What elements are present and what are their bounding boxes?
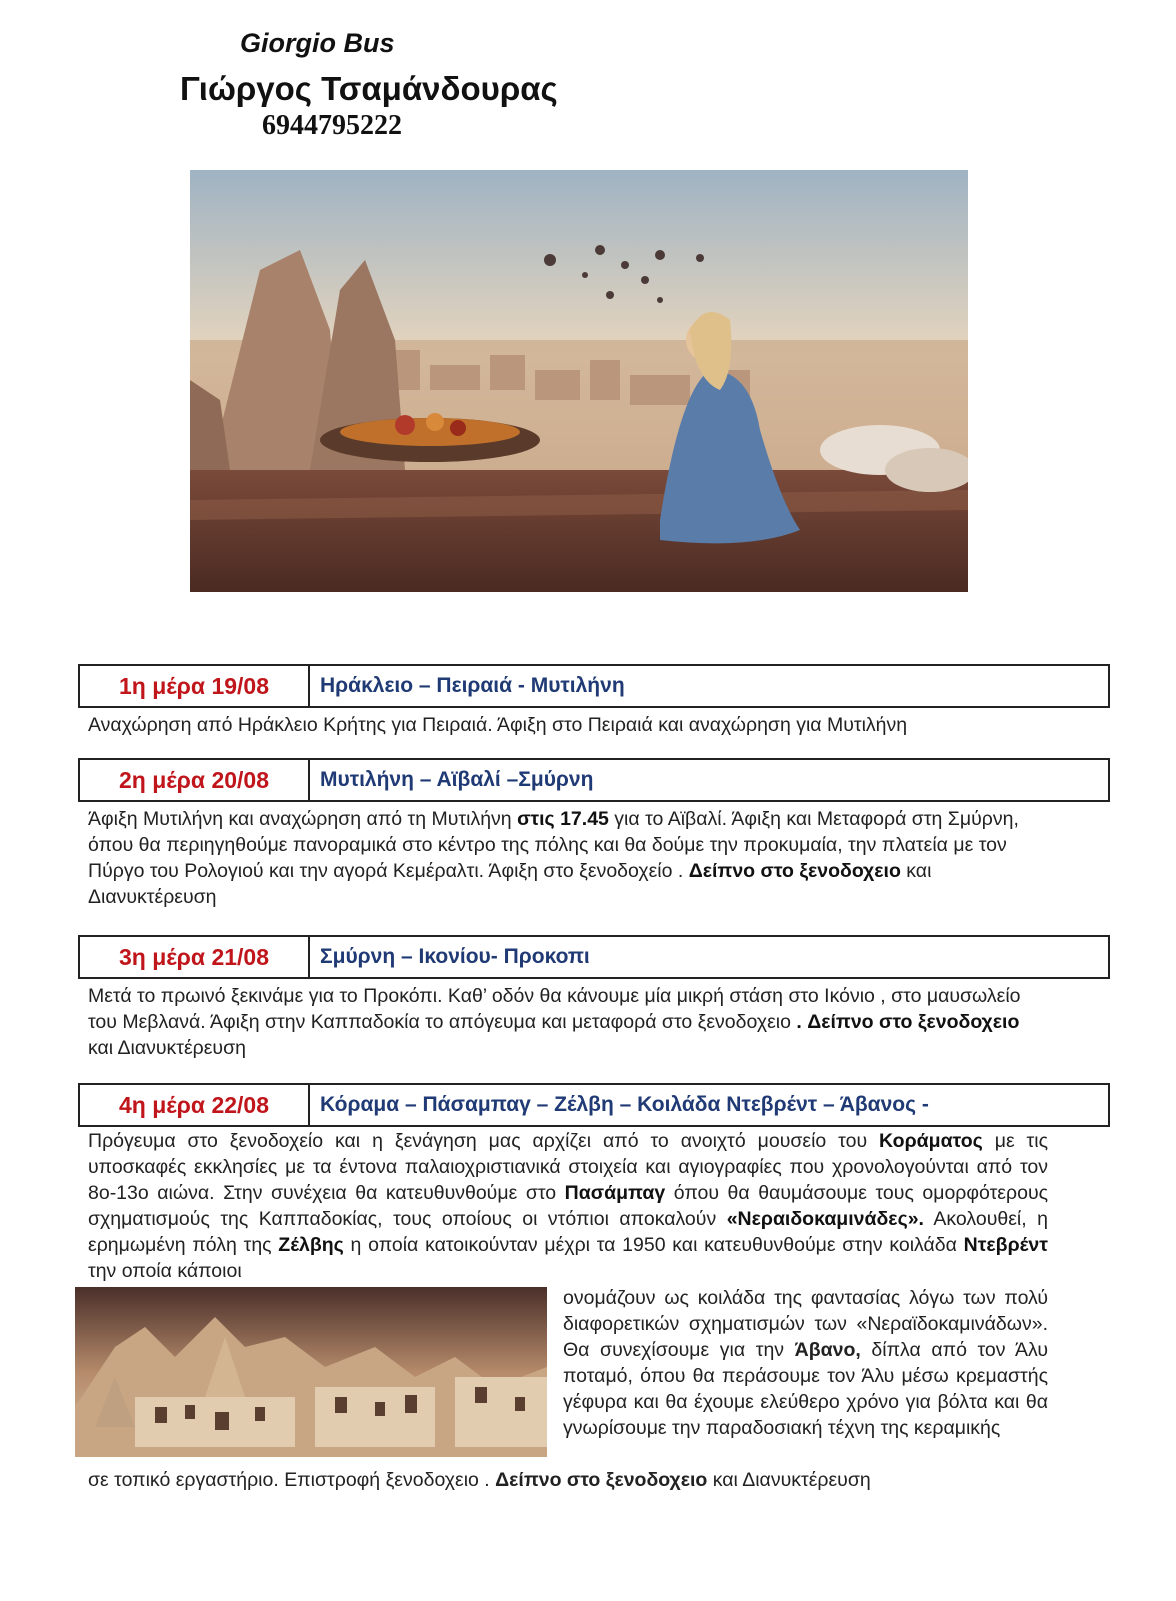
day-2-description: Άφιξη Μυτιλήνη και αναχώρηση από τη Μυτιλήνη στις 17.45 για το Αϊβαλί. Άφιξη και Μεταφορά στη Σμύρνη, όπου θα περιηγηθούμε πανοραμικά στο κέντρο της πόλης και θα δούμε την προκυμαία, την πλατεία με τον Πύργο του Ρολογιού και την αγορά Κεμέραλτι. Άφιξη στο ξενοδοχείο . Δείπνο στο ξενοδοχειο και Διανυκτέρευση [88,808,1019,908]
brand-name: Giorgio Bus [240,28,395,58]
day-3-route: Σμύρνη – Ικονίου- Προκοπι [320,945,590,968]
day-1-route: Ηράκλειο – Πειραιά - Μυτιλήνη [320,674,625,697]
phone-number: 6944795222 [262,110,402,141]
organizer-name: Γιώργος Τσαμάνδουρας [180,70,558,107]
day-4-route: Κόραμα – Πάσαμπαγ – Ζέλβη – Κοιλάδα Ντεβρέντ – Άβανος - [320,1093,929,1116]
day-4-description-end: σε τοπικό εργαστήριο. Επιστροφή ξενοδοχειο . Δείπνο στο ξενοδοχειο και Διανυκτέρευση [88,1469,871,1491]
day-4-description: Πρόγευμα στο ξενοδοχείο και η ξενάγηση μας αρχίζει από το ανοιχτό μουσείο του Κοράματος με τις υποσκαφές εκκλησίες με τα έντονα παλαιοχριστιανικά στοιχεία και αγιογραφίες που χρονολογούνται από τον 8ο-13ο αιώνα. Στην συνέχεια θα κατευθυνθούμε στο Πασάμπαγ όπου θα θαυμάσουμε τους ομορφότερους σχηματισμούς της Καππαδοκίας, τους οποίους οι ντόπιοι αποκαλούν «Νεραιδοκαμινάδες». Ακολουθεί, η ερημωμένη πόλη της Ζέλβης η οποία κατοικούνταν μέχρι τα 1950 και κατευθυνθούμε στην κοιλάδα Ντεβρέντ την οποία κάποιοι [88,1130,1049,1282]
day-3-header [78,935,1110,979]
hero-photo [190,170,968,592]
cave-dwellings-photo [75,1287,547,1457]
day-1-header [78,664,1110,708]
day-2-header [78,758,1110,802]
day-2-route: Μυτιλήνη – Αϊβαλί –Σμύρνη [320,768,594,791]
day-1-description: Αναχώρηση από Ηράκλειο Κρήτης για Πειραιά. Άφιξη στο Πειραιά και αναχώρηση για Μυτιλήνη [88,714,908,736]
day-3-label: 3η μέρα 21/08 [80,937,310,977]
day-1-label: 1η μέρα 19/08 [80,666,310,706]
day-4-description-wrap: ονομάζουν ως κοιλάδα της φαντασίας λόγω των πολύ διαφορετικών σχηματισμών των «Νεραϊδοκαμινάδων». Θα συνεχίσουμε για την Άβανο, δίπλα από τον Άλυ ποταμό, όπου θα περάσουμε τον Άλυ μέσω κρεμαστής γέφυρα και θα έχουμε ελεύθερο χρόνο για βόλτα και θα γνωρίσουμε την παραδοσιακή τέχνη της κεραμικής [563,1287,1048,1439]
day-3-description: Μετά το πρωινό ξεκινάμε για το Προκόπι. Καθ’ οδόν θα κάνουμε μία μικρή στάση στο Ικόνιο , στο μαυσωλείο του Μεβλανά. Άφιξη στην Καππαδοκία το απόγευμα και μεταφορά στο ξενοδοχειο . Δείπνο στο ξενοδοχειο και Διανυκτέρευση [88,985,1021,1059]
day-4-label: 4η μέρα 22/08 [80,1085,310,1125]
day-2-label: 2η μέρα 20/08 [80,760,310,800]
day-4-header [78,1083,1110,1127]
